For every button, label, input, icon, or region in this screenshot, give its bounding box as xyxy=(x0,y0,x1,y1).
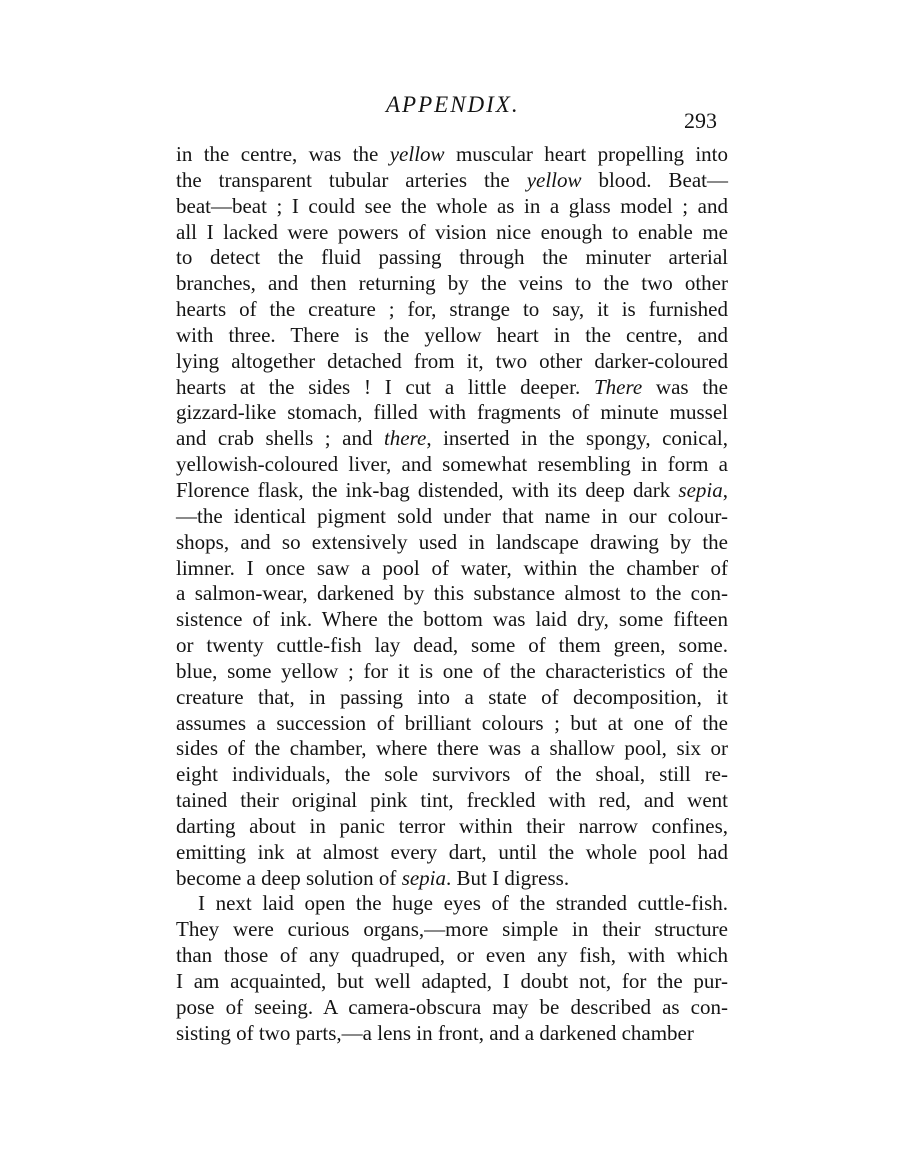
text-line: I next laid open the huge eyes of the stranded cuttle-fish. xyxy=(198,891,728,916)
text-line: all I lacked were powers of vision nice enough to enable me xyxy=(176,219,728,244)
page-number: 293 xyxy=(684,108,717,133)
text-line: sides of the chamber, where there was a shallow pool, six or xyxy=(176,736,728,761)
text-line: limner. I once saw a pool of water, within the chamber of xyxy=(176,555,728,580)
text-line: blue, some yellow ; for it is one of the characteristics of the xyxy=(176,658,728,683)
text-line: in the centre, was the yellow muscular heart propelling into xyxy=(176,142,729,166)
text-line: sistence of ink. Where the bottom was laid dry, some fifteen xyxy=(176,607,728,632)
text-line: sisting of two parts,—a lens in front, and a darkened chamber xyxy=(176,1020,694,1045)
text-line: pose of seeing. A camera-obscura may be described as con- xyxy=(176,994,728,1019)
text-line: beat—beat ; I could see the whole as in a glass model ; and xyxy=(176,193,728,218)
text-line: than those of any quadruped, or even any fish, with which xyxy=(176,943,728,968)
text-line: I am acquainted, but well adapted, I doubt not, for the pur- xyxy=(176,969,728,993)
text-line: or twenty cuttle-fish lay dead, some of them green, some. xyxy=(176,633,728,658)
body-text xyxy=(176,142,728,1047)
text-line: and crab shells ; and there, inserted in the spongy, conical, xyxy=(176,426,728,451)
text-line: become a deep solution of sepia. But I digress. xyxy=(176,865,570,890)
text-line: a salmon-wear, darkened by this substance almost to the con- xyxy=(176,581,728,606)
text-line: branches, and then returning by the veins to the two other xyxy=(176,271,728,296)
text-line: to detect the fluid passing through the minuter arterial xyxy=(176,245,728,270)
text-line: —the identical pigment sold under that name in our colour- xyxy=(176,503,728,528)
text-line: They were curious organs,—more simple in their structure xyxy=(176,917,728,942)
text-line: lying altogether detached from it, two other darker-coloured xyxy=(176,348,728,373)
text-line: creature that, in passing into a state of decomposition, it xyxy=(176,684,728,709)
text-line: yellowish-coloured liver, and somewhat resembling in form a xyxy=(176,452,728,477)
text-line: assumes a succession of brilliant colours ; but at one of the xyxy=(176,710,728,735)
running-title: APPENDIX. xyxy=(386,92,520,117)
text-line: hearts at the sides ! I cut a little deeper. There was the xyxy=(176,374,728,399)
text-line: darting about in panic terror within their narrow confines, xyxy=(176,813,728,838)
text-line: eight individuals, the sole survivors of the shoal, still re- xyxy=(176,762,728,787)
text-line: hearts of the creature ; for, strange to say, it is furnished xyxy=(176,297,728,322)
text-line: tained their original pink tint, freckled with red, and went xyxy=(176,788,728,813)
text-line: Florence flask, the ink-bag distended, with its deep dark sepia, xyxy=(176,477,728,502)
running-head xyxy=(0,92,900,132)
text-line: shops, and so extensively used in landscape drawing by the xyxy=(176,529,728,554)
text-line: emitting ink at almost every dart, until the whole pool had xyxy=(176,839,728,864)
text-line: gizzard-like stomach, filled with fragments of minute mussel xyxy=(176,400,728,425)
text-line: with three. There is the yellow heart in the centre, and xyxy=(176,322,728,347)
text-line: the transparent tubular arteries the yellow blood. Beat— xyxy=(176,167,729,192)
